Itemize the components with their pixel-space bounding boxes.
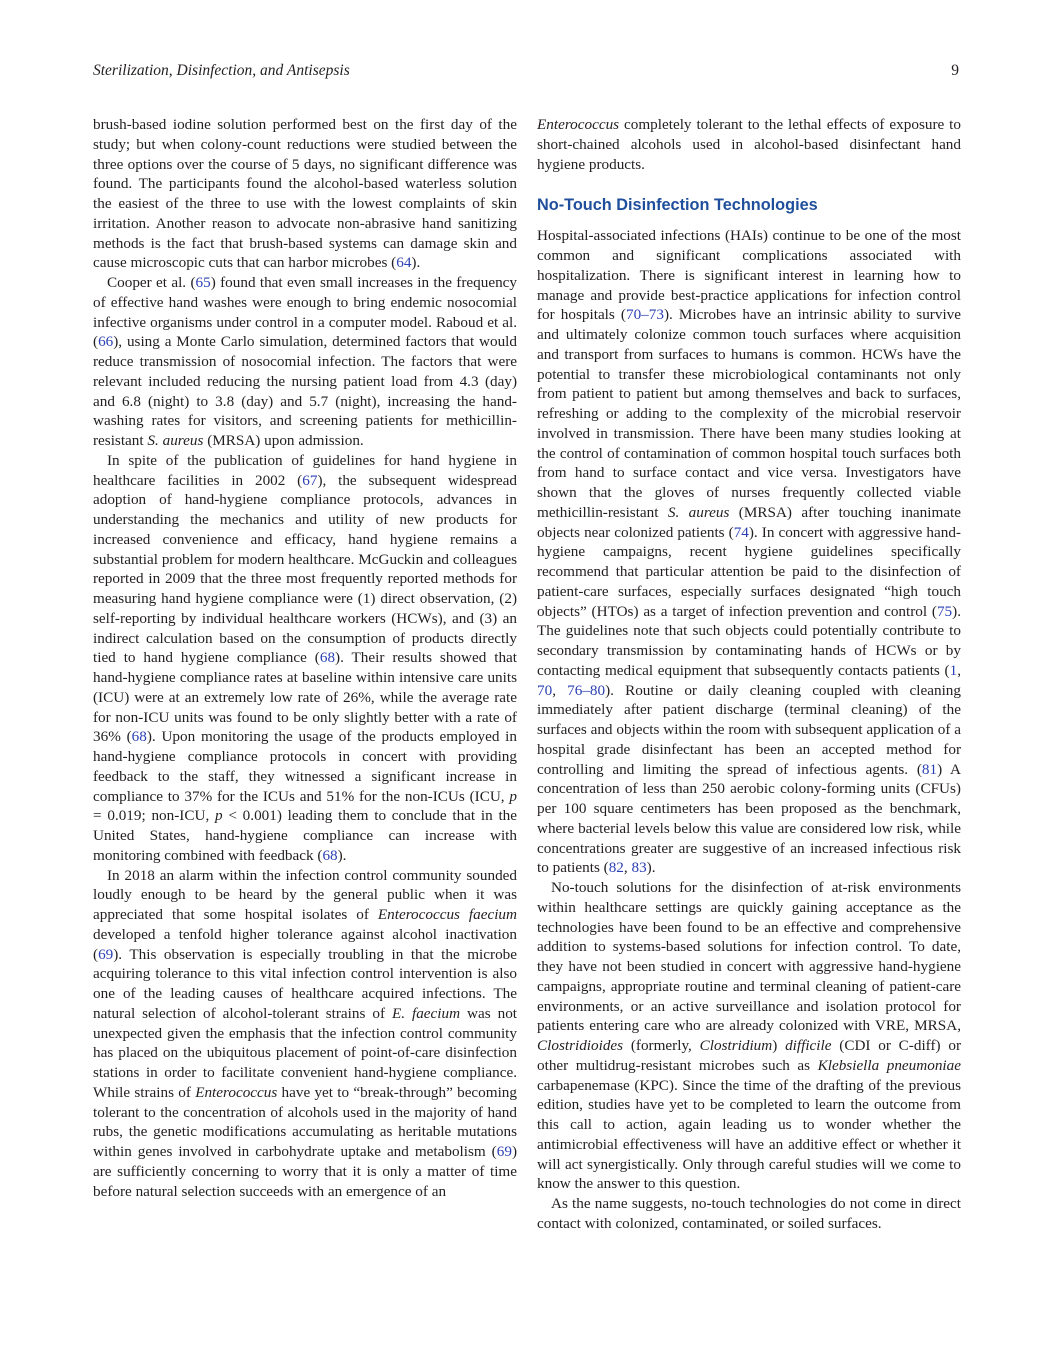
text-run: ) are sufficiently concerning to worry that it is only a matter of time before natural selection succeeds with an emergence of an (93, 1143, 517, 1200)
text-run: In spite of the publication of guidelines for hand hygiene in healthcare facilities in 2002 ( (93, 451, 517, 489)
text-run: ). The guidelines note that such objects could potentially contribute to secondary transmission by contaminating hands of HCWs or by contacting medical equipment that subsequently contacts patients ( (537, 602, 961, 679)
left-column (93, 115, 517, 1201)
text-run: Cooper et al. ( (107, 274, 196, 291)
text-run: brush-based iodine solution performed best on the first day of the study; but when colony-count reductions were studied between the three options over the course of 5 days, no significant difference was found. The participants found the alcohol-based waterless solution the easiest of the three to use with the lowest complaints of skin irritation. Another reason to advocate non-abrasive hand sanitizing methods is the fact that brush-based systems can damage skin and cause microscopic cuts that can harbor microbes ( (93, 116, 517, 272)
right-column (537, 115, 961, 1234)
text-run: ) (772, 1037, 786, 1054)
text-run: ). Upon monitoring the usage of the products employed in hand-hygiene compliance protocols in concert with providing feedback to the staff, they witnessed a significant increase in compliance to 37% for the ICUs and 51% for the non-ICUs (ICU, (93, 728, 517, 805)
text-run: No-touch solutions for the disinfection of at-risk environments within healthcare settings are quickly gaining acceptance as the technologies have been found to be an effective and comprehensive addition to systems-based solutions for infection control. To date, they have not been studied in concert with aggressive hand-hygiene campaigns, appropriate routine and terminal cleaning of patient-care environments, or an active surveillance and isolation protocol for patients entering care who are already colonized with VRE, MRSA, (537, 879, 961, 1035)
text-run: ), the subsequent widespread adoption of hand-hygiene compliance protocols, advances in understanding the mechanics and utility of new products for increased convenience and efficacy, hand hygiene remains a substantial problem for modern healthcare. McGuckin and colleagues reported in 2009 that the three most frequently reported methods for measuring hand hygiene compliance were (1) direct observation, (2) self-reporting by individual healthcare workers (HCWs), and (3) an indirect calculation based on the consumption of products directly tied to hand hygiene compliance ( (93, 471, 517, 667)
italic-text: p (509, 787, 517, 805)
paragraph (537, 115, 961, 174)
reference-link[interactable]: 82 (608, 859, 624, 877)
reference-link[interactable]: 83 (631, 859, 647, 877)
text-run: have yet to “break-through” becoming tolerant to the concentration of alcohols used in the majority of hand rubs, the genetic modifications accumulating as heritable mutations within genes involved in carbohydrate uptake and metabolism ( (93, 1083, 517, 1160)
reference-link[interactable]: 65 (195, 274, 211, 291)
reference-link[interactable]: 66 (98, 333, 114, 351)
text-run: , (957, 661, 961, 679)
text-run: , (623, 859, 632, 877)
reference-link[interactable]: 64 (396, 254, 412, 272)
text-run: ). Routine or daily cleaning coupled with cleaning immediately after patient discharge (terminal cleaning) of the surfaces and objects within the room with subsequent application of a hospital grade disinfectant has been an accepted method for controlling and limiting the spread of infectious agents. ( (537, 681, 961, 778)
reference-link[interactable]: 1 (949, 661, 958, 679)
text-run: ) found that even small increases in the frequency of effective hand washes were enough to bring endemic nosocomial infective organisms under control in a computer model. Raboud et al. ( (93, 274, 517, 351)
text-run: developed a tenfold higher tolerance against alcohol inactivation ( (93, 925, 517, 963)
italic-text: Enterococcus faecium (377, 906, 517, 923)
italic-text: Enterococcus (195, 1083, 278, 1101)
text-run: ). In concert with aggressive hand-hygiene campaigns, recent hygiene guidelines specifically recommend that particular attention be paid to the disinfection of patient-care surfaces, especially surfaces designated “high touch objects” (HTOs) as a target of infection prevention and control ( (537, 523, 961, 620)
paragraph (93, 866, 517, 1202)
paragraph (537, 226, 961, 878)
reference-link[interactable]: 68 (131, 728, 147, 746)
italic-text: E. faecium (391, 1004, 461, 1022)
text-run: < 0.001) leading them to conclude that in the United States, hand-hygiene compliance can increase with monitoring combined with feedback ( (93, 807, 518, 864)
italic-text: p (215, 807, 223, 825)
paragraph (537, 1194, 961, 1234)
text-run: In 2018 an alarm within the infection control community sounded loudly enough to be heard by the general public when it was appreciated that some hospital isolates of (93, 866, 517, 923)
text-run: ). (646, 859, 656, 877)
text-run: = 0.019; non-ICU, (93, 807, 216, 825)
reference-link[interactable]: 76–80 (567, 681, 606, 699)
text-run: (MRSA) upon admission. (203, 432, 364, 449)
section-heading: No-Touch Disinfection Technologies (537, 196, 818, 215)
reference-link[interactable]: 70 (537, 681, 553, 699)
italic-text: difficile (785, 1037, 832, 1054)
text-run: , (552, 681, 568, 699)
text-run: ). Their results showed that hand-hygiene compliance rates at baseline within intensive care units (ICU) were at an extremely low rate of 26%, while the average rate for non-ICU units was found to be only slightly better with a rate of 36% ( (93, 649, 518, 746)
text-run: ). (337, 846, 347, 864)
paragraph (93, 115, 517, 273)
text-run: ). This observation is especially troubling in that the microbe acquiring tolerance to this vital infection control intervention is also one of the leading causes of healthcare acquired infections. The natural selection of alcohol-tolerant strains of (93, 945, 517, 1022)
text-run: ). (411, 254, 421, 272)
paragraph (93, 273, 517, 451)
page-number: 9 (951, 62, 959, 79)
text-run: (CDI or C-diff) or other multidrug-resistant microbes such as (537, 1037, 961, 1074)
italic-text: Klebsiella pneumoniae (817, 1056, 961, 1074)
text-run: carbapenemase (KPC). Since the time of the drafting of the previous edition, studies have yet to be completed to learn the outcome from this call to action, again leading us to wonder whether the antimicrobial effectiveness will have an additive effect or whether it will act synergistically. Only through careful studies will we come to know the answer to this question. (537, 1076, 961, 1193)
paragraph (537, 878, 961, 1194)
reference-link[interactable]: 81 (921, 760, 938, 778)
text-run: was not unexpected given the emphasis that the infection control community has placed on the ubiquitous placement of point-of-care disinfection stations in order to facilitate convenient hand-hygiene compliance. While strains of (93, 1004, 518, 1101)
reference-link[interactable]: 69 (496, 1143, 512, 1160)
text-run: ), using a Monte Carlo simulation, determined factors that would reduce transmission of nosocomial infection. The factors that were relevant included reducing the nursing patient load from 4.3 (day) and 6.8 (night) to 3.8 (day) and 5.7 (night), increasing the hand-washing rates for visitors, and screening patients for methicillin-resistant (93, 333, 517, 449)
paragraph (93, 451, 517, 866)
running-head (93, 62, 961, 84)
reference-link[interactable]: 67 (302, 471, 318, 489)
text-run: Hospital-associated infections (HAIs) continue to be one of the most common and significant complications associated with hospitalization. There is significant interest in learning how to manage and provide best-practice applications for infection control for hospitals ( (537, 227, 961, 324)
text-run: (MRSA) after touching inanimate objects near colonized patients ( (537, 503, 961, 541)
italic-text: S. aureus (147, 432, 204, 449)
reference-link[interactable]: 74 (733, 523, 749, 541)
italic-text: Clostridioides (537, 1037, 624, 1054)
text-run: completely tolerant to the lethal effects of exposure to short-chained alcohols used in alcohol-based disinfectant hand hygiene products. (537, 116, 961, 173)
text-run: ) A concentration of less than 250 aerobic colony-forming units (CFUs) per 100 square centimeters has been proposed as the benchmark, where bacterial levels below this value are considered low risk, while concentrations greater are suggestive of an increased infectious risk to patients ( (537, 760, 962, 877)
italic-text: Enterococcus (537, 116, 620, 133)
text-run: As the name suggests, no-touch technologies do not come in direct contact with colonized, contaminated, or soiled surfaces. (537, 1195, 961, 1232)
reference-link[interactable]: 68 (319, 649, 336, 667)
italic-text: Clostridium (699, 1037, 773, 1054)
italic-text: S. aureus (667, 503, 730, 521)
reference-link[interactable]: 68 (322, 846, 338, 864)
reference-link[interactable]: 69 (98, 945, 114, 963)
running-title: Sterilization, Disinfection, and Antisepsis (93, 62, 350, 79)
text-run: (formerly, (623, 1037, 700, 1054)
text-run: ). Microbes have an intrinsic ability to survive and ultimately colonize common touch surfaces where acquisition and transport from surfaces to humans is common. HCWs have the potential to transfer these microbiological contaminants not only from patient to patient but among themselves and back to surfaces, refreshing or adding to the complexity of the microbial reservoir involved in transmission. There have been many studies looking at the control of contamination of common hospital touch surfaces both from hand to surface contact and vice versa. Investigators have shown that the gloves of nurses frequently collected viable methicillin-resistant (537, 306, 961, 521)
reference-link[interactable]: 70–73 (625, 306, 664, 324)
reference-link[interactable]: 75 (936, 602, 953, 620)
